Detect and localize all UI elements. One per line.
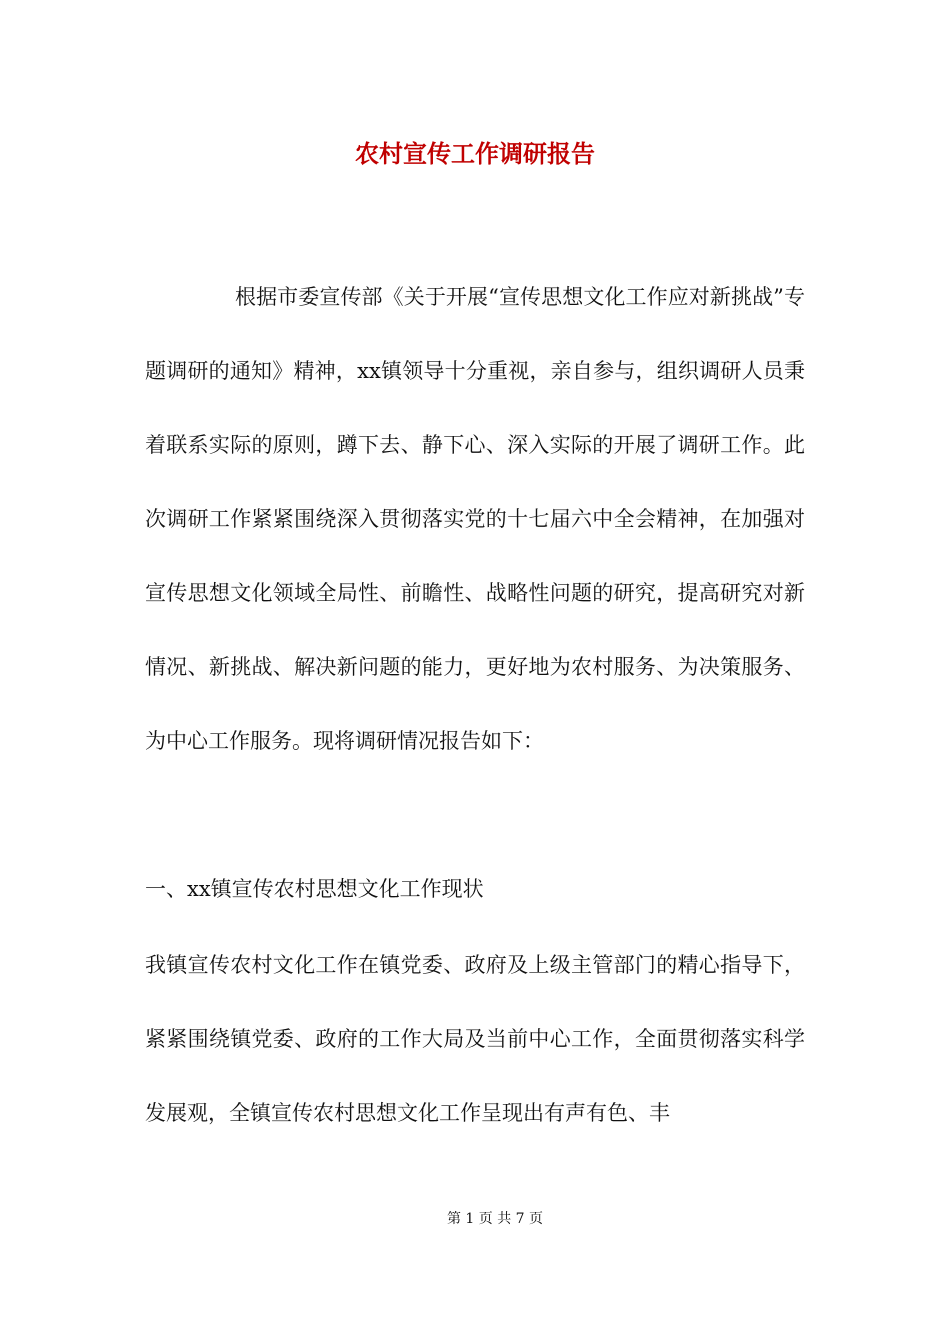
document-title: 农村宣传工作调研报告 [355, 139, 595, 168]
page-number: 第 1 页 共 7 页 [446, 1211, 544, 1227]
section-heading: 一、xx镇宣传农村思想文化工作现状 [145, 877, 484, 901]
page-footer [0, 1208, 950, 1228]
intro-paragraph: 根据市委宣传部《关于开展“宣传思想文化工作应对新挑战”专题调研的通知》精神，xx镇领导十分重视，亲自参与，组织调研人员秉着联系实际的原则，蹲下去、静下心、深入实际的开展了调研工作。此次调研工作紧紧围绕深入贯彻落实党的十七届六中全会精神，在加强对宣传思想文化领域全局性、前瞻性、战略性问题的研究，提高研究对新情况、新挑战、解决新问题的能力，更好地为农村服务、为决策服务、为中心工作服务。现将调研情况报告如下： [145, 285, 805, 753]
section-paragraph: 我镇宣传农村文化工作在镇党委、政府及上级主管部门的精心指导下，紧紧围绕镇党委、政府的工作大局及当前中心工作，全面贯彻落实科学发展观，全镇宣传农村思想文化工作呈现出有声有色、丰 [145, 953, 805, 1125]
